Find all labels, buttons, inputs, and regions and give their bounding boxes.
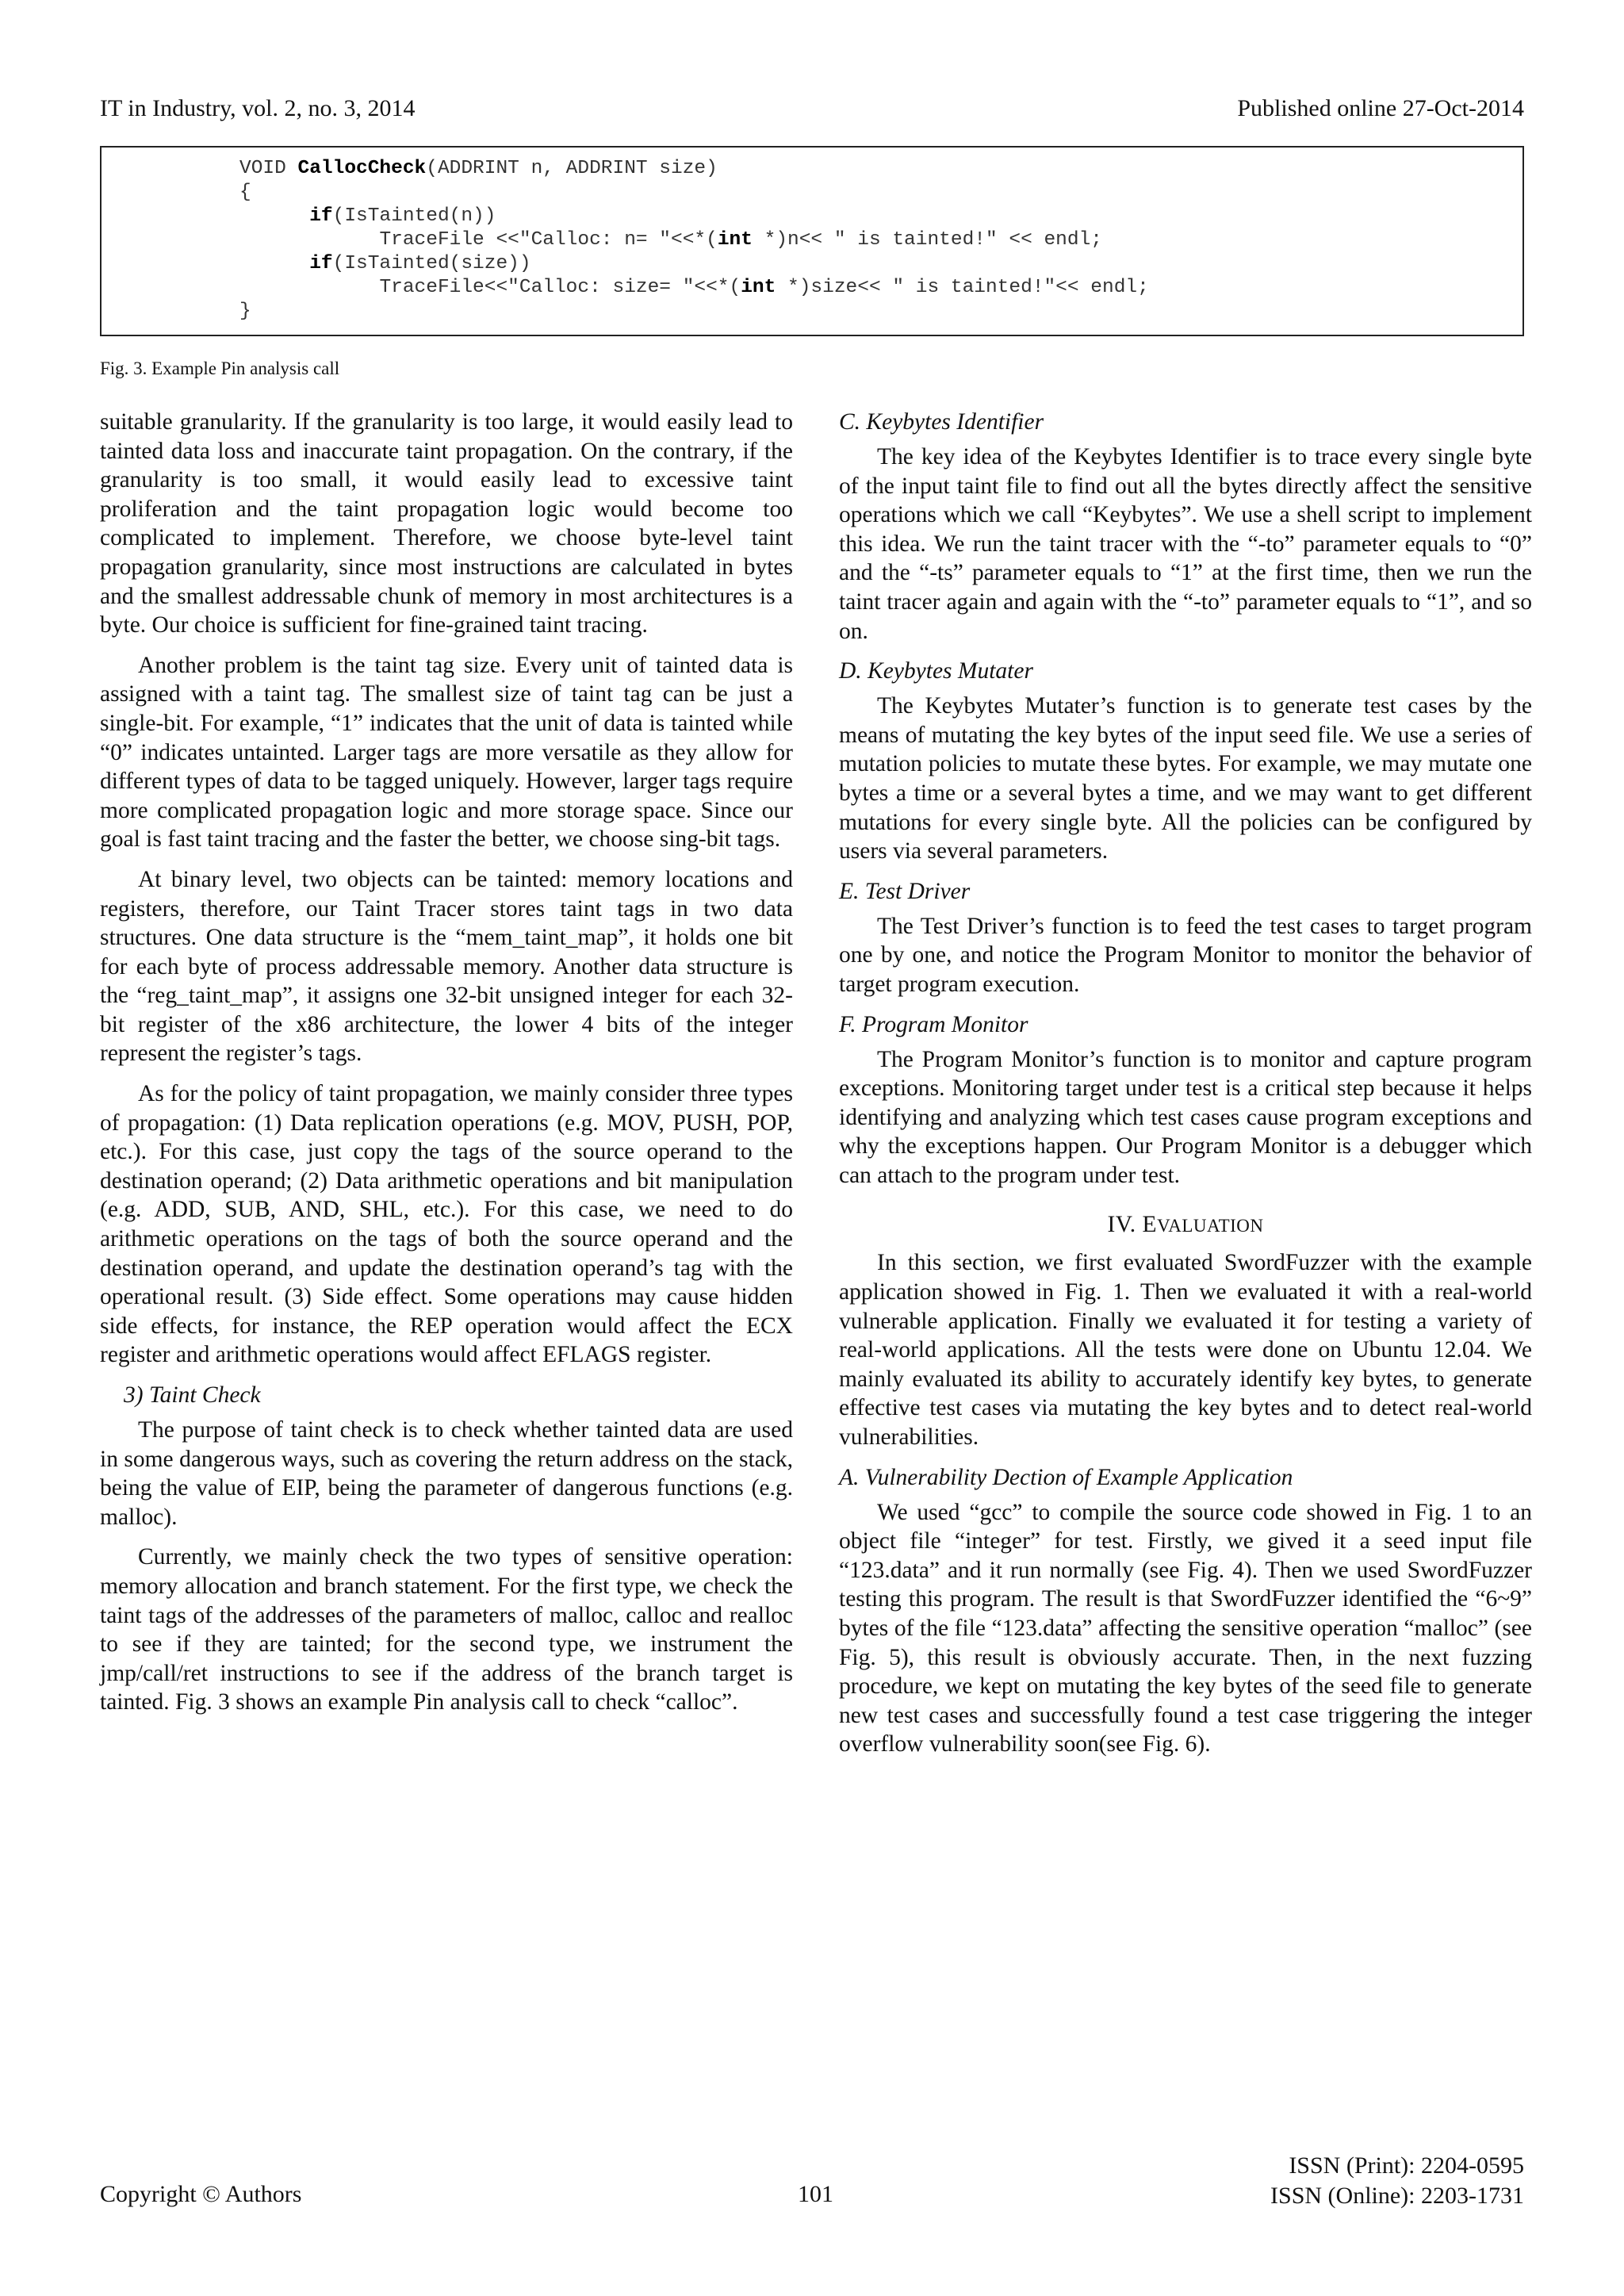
paragraph: Another problem is the taint tag size. Every unit of tainted data is assigned with a taint tag. The smallest size of taint tag can be just a single-bit. For example, “1” indicates that the unit of data is tainted while “0” indicates untainted. Larger tags are more versatile as they allow for different types of data to be tagged uniquely. However, larger tags require more complicated propagation logic and more storage space. Since our goal is fast taint tracing and the faster the better, we choose sing-bit tags.	[100, 652, 793, 853]
paragraph: The purpose of taint check is to check whether tainted data are used in some dangerous ways, such as covering the return address on the stack, being the value of EIP, being the parameter of dangerous functions (e.g. malloc).	[100, 1417, 793, 1530]
subsection-heading: D. Keybytes Mutater	[839, 658, 1033, 684]
running-header-journal: IT in Industry, vol. 2, no. 3, 2014	[100, 95, 416, 121]
section-heading: IV. EVALUATION	[1107, 1212, 1264, 1238]
code-listing	[100, 146, 1524, 336]
subsection-heading: A. Vulnerability Dection of Example Application	[839, 1464, 1293, 1490]
footer-copyright: Copyright © Authors	[100, 2181, 302, 2207]
paragraph: Currently, we mainly check the two types of sensitive operation: memory allocation and branch statement. For the first type, we check the taint tags of the addresses of the parameters of malloc, calloc and realloc to see if they are tainted; for the second type, we instrument the jmp/call/ret instructions to see if the address of the branch target is tainted. Fig. 3 shows an example Pin analysis call to check “calloc”.	[100, 1544, 793, 1715]
paragraph: The Test Driver’s function is to feed the test cases to target program one by one, and notice the Program Monitor to monitor the behavior of target program execution.	[839, 913, 1532, 997]
left-column	[100, 408, 793, 1728]
paragraph: The Program Monitor’s function is to monitor and capture program exceptions. Monitoring target under test is a critical step because it helps identifying and analyzing which test cases cause program exceptions and why the exceptions happen. Our Program Monitor is a debugger which can attach to the program under test.	[839, 1046, 1532, 1188]
paragraph: In this section, we first evaluated SwordFuzzer with the example application showed in Fig. 1. Then we evaluated it with a real-world vulnerable application. Finally we evaluated it for testing a variety of real-world applications. All the tests were done on Ubuntu 12.04. We mainly evaluated its ability to accurately identify key bytes, to generate effective test cases via mutating the key bytes and to detect real-world vulnerabilities.	[839, 1250, 1532, 1451]
code-text: VOID CallocCheck(ADDRINT n, ADDRINT size) { if(IsTainted(n)) TraceFile <<"Calloc: n= "<<*(int *)n<< " is tainted!" << endl; if(IsTainted(size)) TraceFile<<"Calloc: size= "<<*(int *)size<< " is tainted!"<< endl; }	[239, 158, 1149, 322]
figure-caption: Fig. 3. Example Pin analysis call	[100, 358, 340, 378]
paragraph: At binary level, two objects can be tainted: memory locations and registers, therefore, our Taint Tracer stores taint tags in two data structures. One data structure is the “mem_taint_map”, it holds one bit for each byte of process addressable memory. Another data structure is the “reg_taint_map”, it assigns one 32-bit unsigned integer for each 32-bit register of the x86 architecture, the lower 4 bits of the integer represent the register’s tags.	[100, 866, 793, 1067]
subsection-heading: F. Program Monitor	[839, 1011, 1028, 1037]
paragraph: As for the policy of taint propagation, we mainly consider three types of propagation: (1) Data replication operations (e.g. MOV, PUSH, POP, etc.). For this case, just copy the tags of the source operand to the destination operand; (2) Data arithmetic operations and bit manipulation (e.g. ADD, SUB, AND, SHL, etc.). For this case, we need to do arithmetic operations on the tags of both the source operand and the destination operand, and update the destination operand’s tag with the operational result. (3) Side effect. Some operations may cause hidden side effects, for instance, the REP operation would affect the ECX register and arithmetic operations would affect EFLAGS register.	[100, 1081, 793, 1368]
paragraph: suitable granularity. If the granularity is too large, it would easily lead to tainted data loss and inaccurate taint propagation. On the contrary, if the granularity is too small, it would easily lead to excessive taint proliferation and the taint propagation logic would become too complicated to implement. Therefore, we choose byte-level taint propagation granularity, since most instructions are calculated in bytes and the smallest addressable chunk of memory in most architectures is a byte. Our choice is sufficient for fine-grained taint tracing.	[100, 409, 793, 638]
right-column	[839, 408, 1532, 1770]
subsection-heading: C. Keybytes Identifier	[839, 409, 1044, 435]
page-number: 101	[798, 2181, 833, 2207]
paragraph: The Keybytes Mutater’s function is to generate test cases by the means of mutating the key bytes of the input seed file. We use a series of mutation policies to mutate these bytes. For example, we may mutate one bytes a time or a several bytes a time, and we may want to get different mutations for every single byte. All the policies can be configured by users via several parameters.	[839, 693, 1532, 864]
subsection-heading: 3) Taint Check	[124, 1382, 261, 1408]
running-header-published: Published online 27-Oct-2014	[1237, 95, 1524, 121]
paragraph: The key idea of the Keybytes Identifier is to trace every single byte of the input taint file to find out all the bytes directly affect the sensitive operations which we call “Keybytes”. We use a shell script to implement this idea. We run the taint tracer with the “-to” parameter equals to “0” and the “-ts” parameter equals to “1” at the first time, then we run the taint tracer again and again with the “-to” parameter equals to “1”, and so on.	[839, 444, 1532, 644]
issn-online: ISSN (Online): 2203-1731	[1270, 2183, 1524, 2209]
paragraph: We used “gcc” to compile the source code showed in Fig. 1 to an object file “integer” for test. Firstly, we gived it a seed input file “123.data” and it run normally (see Fig. 4). Then we used SwordFuzzer testing this program. The result is that SwordFuzzer identified the “6~9” bytes of the file “123.data” affecting the sensitive operation “malloc” (see Fig. 5), this result is obviously accurate. Then, in the next fuzzing procedure, we kept on mutating the key bytes of the seed file to generate new test cases and successfully found a test case triggering the integer overflow vulnerability soon(see Fig. 6).	[839, 1499, 1532, 1757]
subsection-heading: E. Test Driver	[839, 878, 971, 904]
footer-issn	[1270, 2151, 1524, 2211]
issn-print: ISSN (Print): 2204-0595	[1289, 2152, 1524, 2179]
